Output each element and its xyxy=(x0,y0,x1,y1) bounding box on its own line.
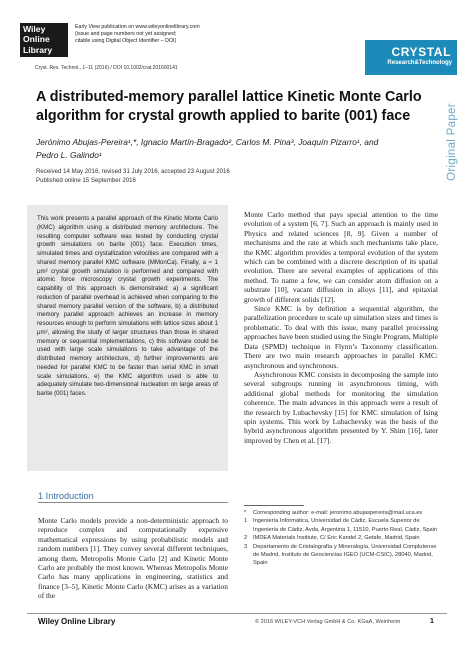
section-heading-introduction: 1 Introduction xyxy=(38,491,94,501)
body-paragraph-1: Monte Carlo method that pays special attention to the time evolution of a system [6, 7]. Such an approach is mainly used in Physics and related sciences [8, 9]. Given a number of mechanisms and the rate at which such mechanisms take place, the KMC algorithm provides a temporal evolution of the system which can be combined with a discrete description of its spatial evolution. There are several examples of applications of this method. To name a few, we can consider atom diffusion on a substrate [10], vacant diffusion in alloys [11], and epitaxial growth of different solids [12]. xyxy=(244,210,438,304)
early-view-line-3: citable using Digital Object Identifier – DOI) xyxy=(75,38,177,45)
publication-dates xyxy=(36,167,336,186)
early-view-line-2: (issue and page numbers not yet assigned; xyxy=(75,31,177,38)
page-number: 1 xyxy=(430,618,434,625)
early-view-notice xyxy=(75,24,305,45)
journal-subtitle: Research&Technology xyxy=(387,60,452,66)
footnote-affiliation-2 xyxy=(244,534,444,542)
logo-line-1: Wiley xyxy=(23,24,46,34)
footnote-affiliation-3 xyxy=(244,543,444,568)
footnote-text: Ingeniería Informática, Universidad de Cádiz, Escuela Superior de Ingeniería de Cádiz, Avda, Argentina 1, 11510, Puerto Real, Cádiz, Spain xyxy=(253,518,438,533)
footnote-text: IMDEA Materials Institute, C/ Eric Kandel 2, Getafe, Madrid, Spain xyxy=(253,535,420,542)
journal-name: CRYSTAL xyxy=(391,45,451,59)
footnote-text: Corresponding author: e-mail: jeronimo.abujaspereira@mail.uca.es xyxy=(253,510,423,516)
footer-publisher: Wiley Online Library xyxy=(38,617,116,626)
article-type-text: Original Paper xyxy=(446,103,458,181)
footnote-mark: * xyxy=(244,510,247,516)
footnote-divider xyxy=(244,505,304,506)
wiley-online-library-logo xyxy=(20,23,68,57)
early-view-line-1: Early View publication on www.wileyonlinelibrary.com xyxy=(75,24,200,30)
logo-line-2: Online xyxy=(23,34,50,45)
journal-badge xyxy=(365,40,457,75)
footer-copyright: © 2016 WILEY-VCH Verlag GmbH & Co. KGaA, Weinheim xyxy=(255,619,401,625)
footnote-text: Departamento de Cristalografía y Mineralogía, Universidad Complutense de Madrid, Instituto de Geociencias IGEO (UCM-CSIC), 28040, Madrid, Spain xyxy=(253,543,437,567)
footnote-mark: 3 xyxy=(244,543,248,550)
footnotes xyxy=(244,509,444,568)
footer-divider xyxy=(27,613,447,614)
footnote-corresponding xyxy=(244,509,444,517)
footnote-mark: 1 xyxy=(244,518,248,525)
body-paragraph-3: Asynchronous KMC consists in decomposing the sample into several subgroups running in asynchronous timing, with additional global methods for monitoring the simulation coherence. The main advances in this approach were a result of the research by Lubachevsky [15] for KMC simulation of Ising spin systems. This work by Lubachevsky was the basis of the hybrid asynchronous algorithm presented by Y. Shim [16], later improved by Chen et al. [17]. xyxy=(244,369,438,445)
logo-line-3: Library xyxy=(23,44,53,55)
published-date: Published online 15 September 2016 xyxy=(36,177,136,185)
article-title: A distributed-memory parallel lattice Kinetic Monte Carlo algorithm for crystal growth applied to barite (001) face xyxy=(36,89,422,124)
introduction-paragraph: Monte Carlo models provide a non-deterministic approach to reproduce complex and computationally expensive mathematical expressions by using probabilistic models and random numbers [1]. They convey several different techniques, among them, Metropolis Monte Carlo [2] and Kinetic Monte Carlo are probably the most known. Whereas Metropolis Monte Carlo has many applications in engineering, statistics and finance [3–5], Kinetic Monte Carlo (KMC) arises as a variation of the xyxy=(38,516,228,601)
right-column-body xyxy=(244,210,438,445)
received-dates: Received 14 May 2016, revised 31 July 2016, accepted 23 August 2016 xyxy=(36,168,230,175)
article-type-label xyxy=(440,82,464,202)
abstract-text: This work presents a parallel approach of the Kinetic Monte Carlo (KMC) algorithm using a distributed memory architecture. The resulting computer software was tested by conducting crystal growth simulations on barite (001) face. Execution times, simulated times and crystallization velocities are compared with a shared memory parallel KMC software (MMonCa). Finally, a ≈ 1 μm² crystal growth simulation is performed and compared with atomic force microscopy crystal growth experiments. The capability of this approach is demonstrated: a) a significant reduction of parallel overhead is achieved when comparing to the shared memory parallel version of the software, b) a distributed memory parallel approach achieves an increase in memory resources enough to perform simulations with lattice sizes about 1 μm², allowing the study of larger structures than those in shared memory or sequential implementations, c) this software could be used with large scale simulations to take advantage of the distributed memory architecture, d) further improvements are needed for parallel KMC to be faster than serial KMC in small scale simulations, e) the KMC algorithm used is able to adequately simulate two-dimensional nucleation on large areas of barite (001) faces. xyxy=(37,215,218,397)
body-paragraph-2: Since KMC is by definition a sequential algorithm, the parallelization procedure to scale up simulation sizes and times is problematic. To deal with this issue, many parallel processing approaches have been studied using the Single Program, Multiple Data (SPMD) technique in Flynn’s Taxonomy classification. There are two main research approaches in parallel KMC: asynchronous and synchronous. xyxy=(244,304,438,370)
section-divider xyxy=(38,502,228,503)
footnote-mark: 2 xyxy=(244,535,248,542)
abstract-box xyxy=(27,205,228,471)
journal-citation: Cryst. Res. Technol., 1–11 (2016) / DOI 10.1002/crat.201600141 xyxy=(35,65,178,71)
author-list: Jerónimo Abujas-Pereira¹,*, Ignacio Martín-Bragado², Carlos M. Pina³, Joaquín Pizarro¹, and Pedro L. Galindo¹ xyxy=(36,137,379,160)
footnote-affiliation-1 xyxy=(244,517,444,534)
